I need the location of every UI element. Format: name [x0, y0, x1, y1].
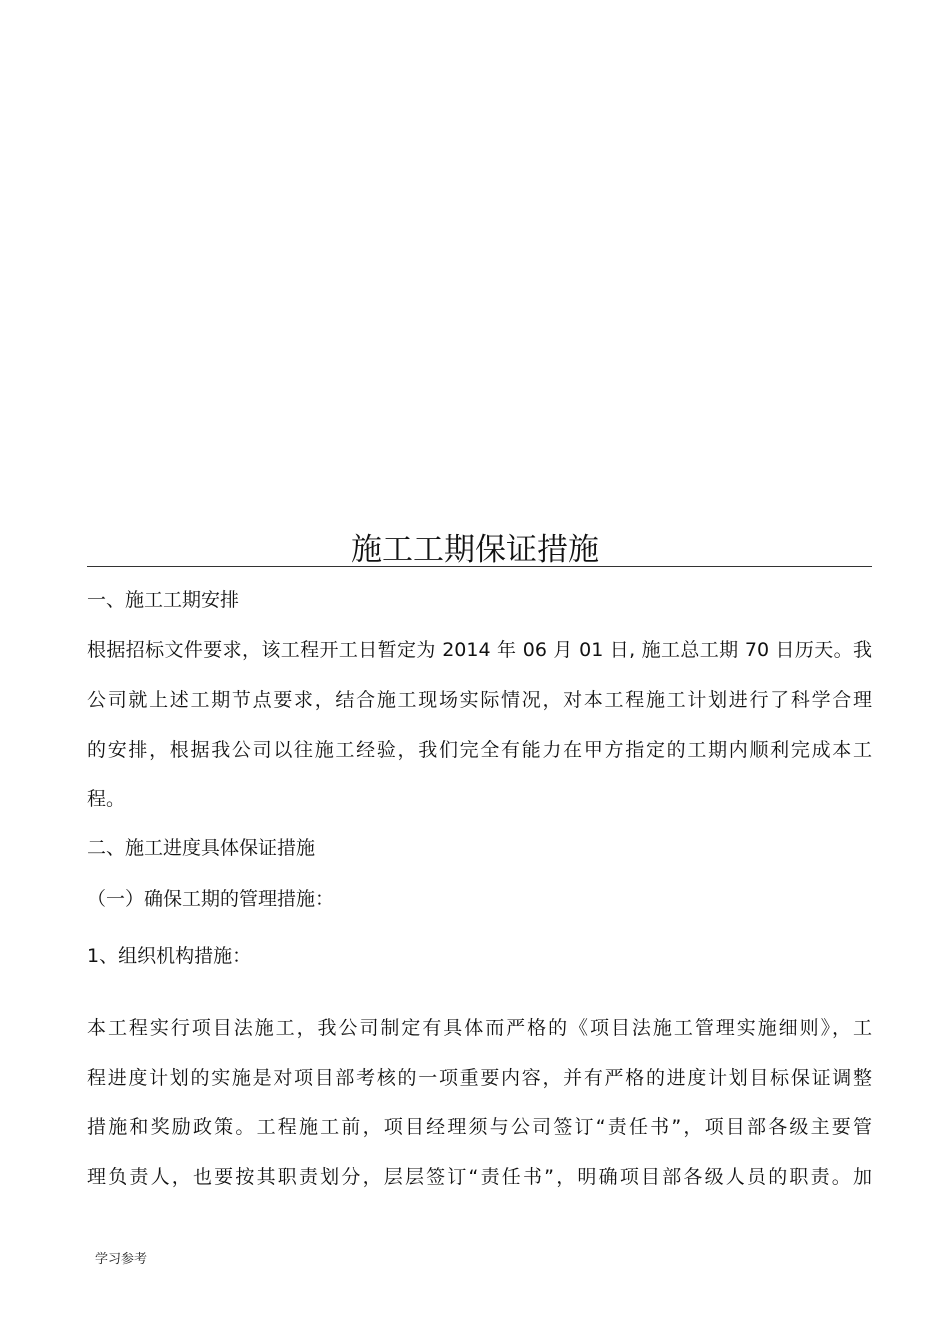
item-heading: 1、组织机构措施：: [87, 945, 252, 967]
paragraph-line-1: 根据招标文件要求，该工程开工日暂定为 2014 年 06 月 01 日, 施工总工期 70 日历天。我: [87, 639, 872, 661]
paragraph-2-line-1: 本工程实行项目法施工，我公司制定有具体而严格的《项目法施工管理实施细则》，工: [87, 1017, 872, 1039]
title-underline: [87, 566, 872, 567]
paragraph-line-3: 的安排，根据我公司以往施工经验，我们完全有能力在甲方指定的工期内顺利完成本工: [87, 739, 872, 761]
subsection-heading: （一）确保工期的管理措施：: [87, 888, 335, 910]
paragraph-line-4: 程。: [87, 788, 126, 810]
paragraph-2-line-4: 理负责人，也要按其职责划分，层层签订“责任书”，明确项目部各级人员的职责。加: [87, 1166, 872, 1188]
document-title: 施工工期保证措施: [351, 532, 599, 568]
paragraph-2-line-3: 措施和奖励政策。工程施工前，项目经理须与公司签订“责任书”，项目部各级主要管: [87, 1116, 872, 1138]
paragraph-2-line-2: 程进度计划的实施是对项目部考核的一项重要内容，并有严格的进度计划目标保证调整: [87, 1067, 872, 1089]
section-heading-2: 二、施工进度具体保证措施: [87, 837, 316, 859]
section-heading-1: 一、施工工期安排: [87, 589, 240, 611]
paragraph-line-2: 公司就上述工期节点要求，结合施工现场实际情况，对本工程施工计划进行了科学合理: [87, 689, 872, 711]
page-footer: 学习参考: [95, 1252, 148, 1267]
